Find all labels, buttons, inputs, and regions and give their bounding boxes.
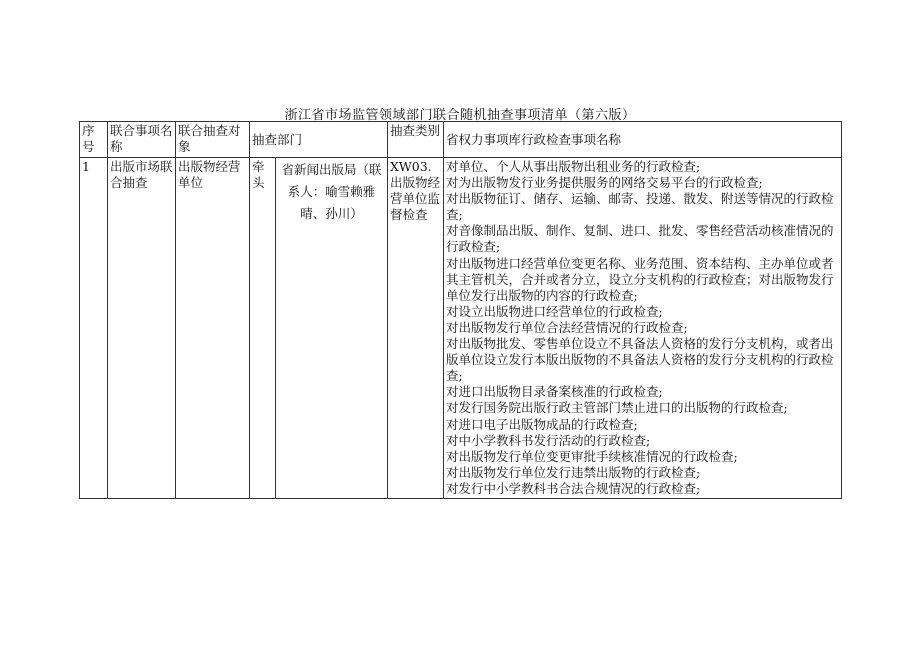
- header-category: 抽查类别: [388, 122, 444, 158]
- list-item: 对设立出版物进口经营单位的行政检查;: [446, 303, 663, 319]
- header-item-name: 联合事项名称: [108, 122, 176, 158]
- inspection-items-table: [79, 121, 842, 499]
- cell-dept: 省新闻出版局（联系人：喻雪赖雅晴、孙川）: [276, 158, 388, 499]
- list-item: 对进口电子出版物成品的行政检查;: [446, 416, 638, 432]
- cell-target: 出版物经营单位: [176, 158, 250, 499]
- list-item: 对中小学教科书发行活动的行政检查;: [446, 432, 651, 448]
- cell-category: XW03. 出版物经营单位监督检查: [388, 158, 444, 499]
- cell-role: 牵头: [250, 158, 276, 499]
- header-check-items: 省权力事项库行政检查事项名称: [444, 122, 842, 158]
- cell-check-items: [444, 158, 842, 499]
- list-item: 对发行中小学教科书合法合规情况的行政检查;: [446, 480, 701, 496]
- cell-item-name: 出版市场联合抽查: [108, 158, 176, 499]
- list-item: 对出版物发行单位变更审批手续核准情况的行政检查;: [446, 448, 738, 464]
- list-item: 对出版物征订、储存、运输、邮寄、投递、散发、附送等情况的行政检查;: [446, 191, 834, 223]
- list-item: 对进口出版物目录备案核准的行政检查;: [446, 384, 663, 400]
- document-title: 浙江省市场监管领域部门联合随机抽查事项清单（第六版）: [284, 108, 636, 123]
- list-item: 对单位、个人从事出版物出租业务的行政检查;: [446, 159, 701, 174]
- list-item: 对出版物发行单位合法经营情况的行政检查;: [446, 319, 688, 335]
- table-header-row: [80, 122, 842, 158]
- list-item: 对为出版物发行业务提供服务的网络交易平台的行政检查;: [446, 175, 763, 191]
- list-item: 对音像制品出版、制作、复制、进口、批发、零售经营活动核准情况的行政检查;: [446, 223, 834, 255]
- list-item: 对出版物进口经营单位变更名称、业务范围、资本结构、主办单位或者其主管机关，合并或者分立，设立分支机构的行政检查；对出版物发行单位发行出版物的内容的行政检查;: [446, 255, 834, 303]
- table-row: [80, 158, 842, 499]
- header-dept: 抽查部门: [250, 122, 388, 158]
- list-item: 对发行国务院出版行政主管部门禁止进口的出版物的行政检查;: [446, 400, 788, 416]
- header-target: 联合抽查对象: [176, 122, 250, 158]
- list-item: 对出版物批发、零售单位设立不具备法人资格的发行分支机构，或者出版单位设立发行本版出版物的不具备法人资格的发行分支机构的行政检查;: [446, 336, 834, 384]
- list-item: 对出版物发行单位发行违禁出版物的行政检查;: [446, 464, 701, 480]
- cell-seq: 1: [80, 158, 108, 499]
- header-seq: 序号: [80, 122, 108, 158]
